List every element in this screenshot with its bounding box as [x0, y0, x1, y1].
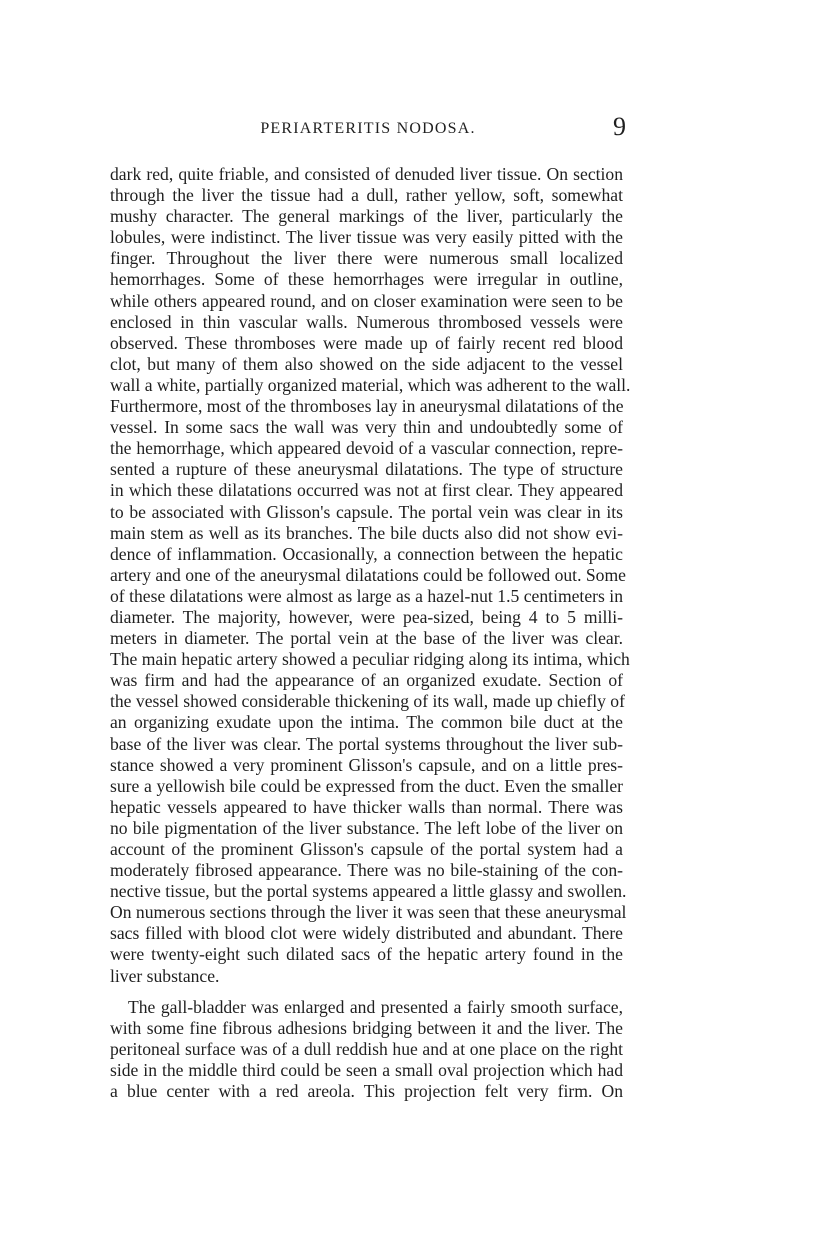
text-line: finger. Throughout the liver there were numerous small localized	[110, 248, 623, 269]
text-line: enclosed in thin vascular walls. Numerous thrombosed vessels were	[110, 311, 623, 332]
running-title: PERIARTERITIS NODOSA.	[260, 120, 476, 137]
text-line: through the liver the tissue had a dull, rather yellow, soft, somewhat	[110, 185, 623, 206]
text-line: wall a white, partially organized material, which was adherent to the wall.	[110, 374, 631, 395]
text-line: sacs filled with blood clot were widely distributed and abundant. There	[110, 923, 623, 944]
text-line: liver substance.	[110, 965, 220, 986]
page-number: 9	[613, 112, 626, 141]
text-line: diameter. The majority, however, were pea-sized, being 4 to 5 milli-	[110, 606, 623, 627]
text-line: was firm and had the appearance of an organized exudate. Section of	[110, 670, 623, 691]
text-line: nective tissue, but the portal systems appeared a little glassy and swollen.	[110, 881, 627, 902]
text-line: were twenty-eight such dilated sacs of the hepatic artery found in the	[110, 944, 623, 965]
text-line: account of the prominent Glisson's capsule of the portal system had a	[110, 839, 623, 859]
text-line: vessel. In some sacs the wall was very thin and undoubtedly some of	[110, 417, 623, 438]
paragraph-gall-bladder	[110, 997, 623, 1102]
text-line: mushy character. The general markings of the liver, particularly the	[110, 206, 623, 227]
body-text	[110, 164, 631, 1102]
text-line: stance showed a very prominent Glisson's capsule, and on a little pres-	[110, 754, 623, 775]
text-line: sented a rupture of these aneurysmal dilatations. The type of structure	[110, 459, 623, 480]
text-line: to be associated with Glisson's capsule. The portal vein was clear in its	[110, 501, 623, 522]
text-line: hepatic vessels appeared to have thicker walls than normal. There was	[110, 796, 623, 817]
text-line: the hemorrhage, which appeared devoid of a vascular connection, repre-	[110, 438, 623, 459]
running-header	[110, 112, 626, 148]
text-line: moderately fibrosed appearance. There was no bile-staining of the con-	[110, 860, 623, 881]
text-line: On numerous sections through the liver it was seen that these aneurysmal	[110, 902, 627, 923]
text-line: The gall-bladder was enlarged and presented a fairly smooth surface,	[128, 996, 623, 1017]
text-line: in which these dilatations occurred was not at first clear. They appeared	[110, 480, 623, 501]
text-line: with some fine fibrous adhesions bridging between it and the liver. The	[110, 1017, 623, 1038]
text-line: dence of inflammation. Occasionally, a connection between the hepatic	[110, 543, 623, 564]
text-line: meters in diameter. The portal vein at the base of the liver was clear.	[110, 628, 623, 649]
text-line: a blue center with a red areola. This projection felt very firm. On	[110, 1081, 623, 1102]
text-line: Furthermore, most of the thromboses lay in aneurysmal dilatations of the	[110, 396, 624, 417]
text-line: main stem as well as its branches. The bile ducts also did not show evi-	[110, 522, 623, 543]
text-line: side in the middle third could be seen a small oval projection which had	[110, 1059, 623, 1080]
text-line: an organizing exudate upon the intima. The common bile duct at the	[110, 712, 623, 733]
paragraph-gap	[110, 987, 623, 997]
text-line: The main hepatic artery showed a peculiar ridging along its intima, which	[110, 649, 630, 670]
text-line: observed. These thromboses were made up of fairly recent red blood	[110, 332, 623, 353]
text-line: peritoneal surface was of a dull reddish hue and at one place on the right	[110, 1038, 623, 1059]
text-line: while others appeared round, and on closer examination were seen to be	[110, 290, 623, 311]
text-line: artery and one of the aneurysmal dilatations could be followed out. Some	[110, 564, 626, 585]
text-line: hemorrhages. Some of these hemorrhages were irregular in outline,	[110, 269, 623, 290]
text-line: lobules, were indistinct. The liver tissue was very easily pitted with the	[110, 227, 623, 248]
text-line: clot, but many of them also showed on the side adjacent to the vessel	[110, 353, 623, 374]
text-line: sure a yellowish bile could be expressed from the duct. Even the smaller	[110, 775, 623, 796]
text-line: of these dilatations were almost as large as a hazel-nut 1.5 centimeters in	[110, 585, 623, 606]
text-line: no bile pigmentation of the liver substance. The left lobe of the liver on	[110, 817, 623, 838]
text-line: dark red, quite friable, and consisted of denuded liver tissue. On section	[110, 164, 623, 184]
text-line: base of the liver was clear. The portal systems throughout the liver sub-	[110, 733, 623, 754]
text-line: the vessel showed considerable thickening of its wall, made up chiefly of	[110, 691, 625, 712]
paragraph-liver-findings	[110, 164, 631, 987]
